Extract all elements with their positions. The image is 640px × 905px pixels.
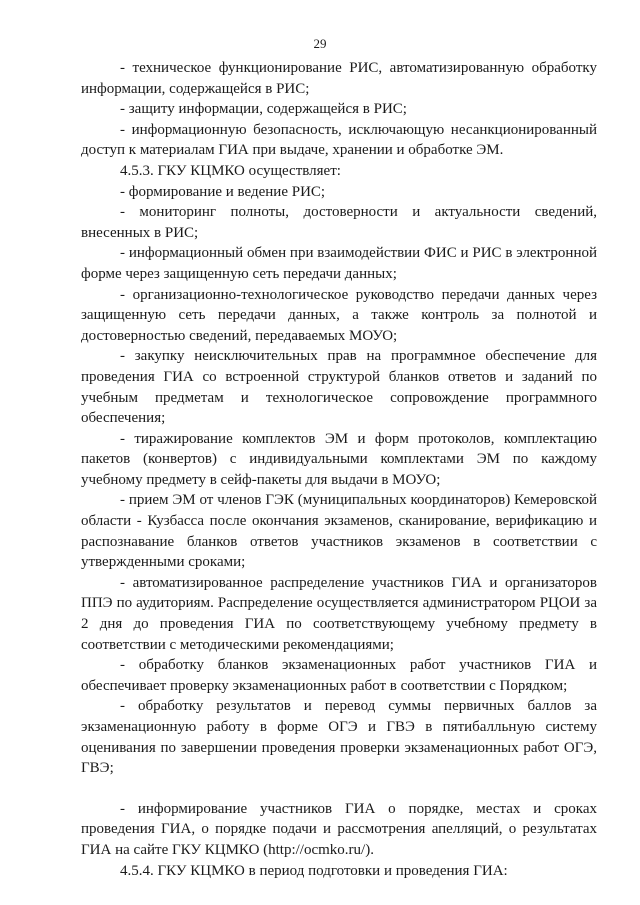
paragraph-replication: - тиражирование комплектов ЭМ и форм протоколов, комплектацию пакетов (конвертов) с индивидуальными комплектами ЭМ по каждому учебному предмету в сейф-пакеты для выдачи в МОУО;	[81, 430, 597, 488]
paragraph-informing: - информирование участников ГИА о порядке, местах и сроках проведения ГИА, о порядке подачи и рассмотрения апелляций, о результатах ГИА на сайте ГКУ КЦМКО (http://ocmko.ru/).	[81, 800, 597, 858]
paragraph-ris-technical: - техническое функционирование РИС, автоматизированную обработку информации, содержащейся в РИС;	[81, 60, 597, 97]
paragraph-auto-distribution: - автоматизированное распределение участников ГИА и организаторов ППЭ по аудиториям. Распределение осуществляется администратором РЦОИ за 2 дня до проведения ГИА по соответствующему учебному предмету в соответствии с методическими рекомендациями;	[81, 574, 597, 653]
paragraph-info-security: - информационную безопасность, исключающую несанкционированный доступ к материалам ГИА при выдаче, хранении и обработке ЭМ.	[81, 121, 597, 159]
paragraph-results-processing: - обработку результатов и перевод суммы первичных баллов за экзаменационную работу в форме ОГЭ и ГВЭ в пятибалльную систему оценивания по завершении проведения проверки экзаменационных работ ОГЭ, ГВЭ;	[81, 698, 597, 777]
paragraph-monitoring: - мониторинг полноты, достоверности и актуальности сведений, внесенных в РИС;	[81, 204, 597, 241]
page-number: 29	[313, 36, 327, 51]
section-heading-4-5-3: 4.5.3. ГКУ КЦМКО осуществляет:	[120, 162, 341, 179]
paragraph-software-purchase: - закупку неисключительных прав на программное обеспечение для проведения ГИА со встроенной структурой бланков ответов и заданий по учебным предметам и технологическое сопровождение программного обеспечения;	[81, 348, 597, 427]
paragraph-form-processing: - обработку бланков экзаменационных работ участников ГИА и обеспечивает проверку экзаменационных работ в соответствии с Порядком;	[81, 657, 597, 694]
section-heading-4-5-4: 4.5.4. ГКУ КЦМКО в период подготовки и проведения ГИА:	[120, 862, 508, 879]
paragraph-ris-formation: - формирование и ведение РИС;	[120, 183, 326, 200]
document-body	[81, 58, 597, 881]
paragraph-em-reception: - прием ЭМ от членов ГЭК (муниципальных координаторов) Кемеровской области - Кузбасса после окончания экзаменов, сканирование, верификацию и распознавание бланков ответов участников экзаменов в соответствии с утвержденными сроками;	[81, 492, 597, 571]
paragraph-info-exchange: - информационный обмен при взаимодействии ФИС и РИС в электронной форме через защищенную сеть передачи данных;	[81, 245, 597, 282]
paragraph-ris-protection: - защиту информации, содержащейся в РИС;	[120, 101, 407, 118]
paragraph-org-tech-management: - организационно-технологическое руководство передачи данных через защищенную сеть передачи данных, а также контроль за полнотой и достоверностью сведений, передаваемых МОУО;	[81, 286, 597, 344]
